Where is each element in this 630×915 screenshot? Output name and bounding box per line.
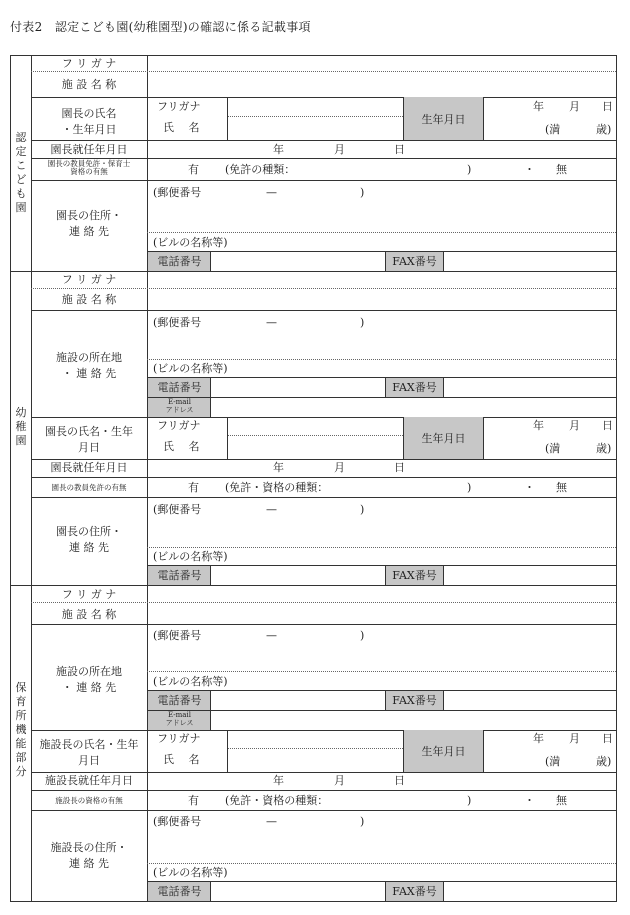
email-label-a: E-mail xyxy=(168,398,191,406)
furigana-field[interactable] xyxy=(148,56,616,71)
separator-dot: ・ xyxy=(524,794,535,807)
license-type-label: (免許・資格の種類： xyxy=(225,481,329,494)
postal-label: (郵便番号 xyxy=(153,316,202,329)
building-label: (ビルの名称等) xyxy=(153,866,228,879)
section-label-hoiku: 保 育 所 機 能 部 分 xyxy=(15,681,27,778)
email-label-a: E-mail xyxy=(168,711,191,719)
year-label: 年 xyxy=(273,774,284,787)
person-name-label: 氏 名 xyxy=(163,440,200,453)
phone-label: 電話番号 xyxy=(157,381,202,394)
fax-label: FAX番号 xyxy=(392,885,437,898)
email-field[interactable] xyxy=(212,711,616,730)
building-label: (ビルの名称等) xyxy=(153,550,228,563)
separator-dot: ・ xyxy=(524,163,535,176)
postal-label: (郵便番号 xyxy=(153,503,202,516)
facility-name-field[interactable] xyxy=(148,603,616,624)
address-field[interactable] xyxy=(148,202,616,230)
age-open-label: (満 xyxy=(545,123,561,136)
phone-label: 電話番号 xyxy=(157,569,202,582)
email-label-b: アドレス xyxy=(165,719,194,727)
phone-label: 電話番号 xyxy=(157,694,202,707)
age-close-label: 歳) xyxy=(596,123,612,136)
address-label-a: 施設長の住所・ xyxy=(50,841,128,854)
row-divider xyxy=(147,232,616,233)
year-label: 年 xyxy=(533,100,544,113)
furigana-field[interactable] xyxy=(148,272,616,287)
facility-name-label: 施 設 名 称 xyxy=(61,608,117,621)
appointment-date-label: 園長就任年月日 xyxy=(50,143,128,156)
row-divider xyxy=(31,459,616,460)
principal-name-label: 園長の氏名 xyxy=(61,107,117,120)
fax-field[interactable] xyxy=(445,882,616,901)
address-label-b: 連 絡 先 xyxy=(69,225,109,238)
fax-field[interactable] xyxy=(445,566,616,585)
confirmation-form xyxy=(10,55,617,902)
phone-field[interactable] xyxy=(212,566,385,585)
location-field[interactable] xyxy=(148,332,616,358)
row-divider xyxy=(147,863,616,864)
qualification-label: 施設長の資格の有無 xyxy=(55,796,123,805)
facility-name-field[interactable] xyxy=(148,72,616,97)
phone-label: 電話番号 xyxy=(157,885,202,898)
none-option[interactable]: 無 xyxy=(556,794,567,807)
appointment-date-label: 園長就任年月日 xyxy=(50,461,128,474)
furigana-small-label: フリガナ xyxy=(157,100,201,113)
director-birth-label: 月日 xyxy=(78,754,100,767)
principal-furigana-field[interactable] xyxy=(229,418,403,434)
section-label-youchien: 幼 稚 園 xyxy=(15,406,27,447)
license-type-field[interactable] xyxy=(331,478,461,494)
section-label-nintei: 認 定 こ ど も 園 xyxy=(15,131,27,214)
license-type-label: (免許・資格の種類： xyxy=(225,794,329,807)
close-paren: ) xyxy=(360,815,365,828)
has-option[interactable]: 有 xyxy=(188,481,199,494)
fax-field[interactable] xyxy=(445,691,616,710)
day-label: 日 xyxy=(394,774,405,787)
birthdate-label: 生年月日 xyxy=(421,432,466,445)
day-label: 日 xyxy=(602,419,613,432)
row-divider xyxy=(31,497,616,498)
fax-field[interactable] xyxy=(445,378,616,397)
person-name-label: 氏 名 xyxy=(163,121,200,134)
director-furigana-field[interactable] xyxy=(229,731,403,747)
year-label: 年 xyxy=(273,143,284,156)
close-paren: ) xyxy=(360,186,365,199)
license-label-a: 園長の教員免許・保育士 xyxy=(47,159,131,168)
director-name-field[interactable] xyxy=(229,749,403,771)
building-label: (ビルの名称等) xyxy=(153,236,228,249)
none-option[interactable]: 無 xyxy=(556,163,567,176)
building-label: (ビルの名称等) xyxy=(153,675,228,688)
phone-field[interactable] xyxy=(212,691,385,710)
month-label: 月 xyxy=(334,461,345,474)
row-divider xyxy=(31,624,616,625)
postal-label: (郵便番号 xyxy=(153,186,202,199)
address-label-a: 園長の住所・ xyxy=(56,209,122,222)
furigana-small-label: フリガナ xyxy=(157,732,201,745)
row-divider xyxy=(147,671,616,672)
day-label: 日 xyxy=(394,461,405,474)
label-divider xyxy=(147,56,148,901)
address-label-a: 園長の住所・ xyxy=(56,525,122,538)
year-label: 年 xyxy=(533,419,544,432)
birthdate-label: 生年月日 xyxy=(421,745,466,758)
row-divider xyxy=(31,477,616,478)
fax-label: FAX番号 xyxy=(392,569,437,582)
has-option[interactable]: 有 xyxy=(188,794,199,807)
month-label: 月 xyxy=(569,419,580,432)
row-divider xyxy=(147,547,616,548)
close-paren: ) xyxy=(360,503,365,516)
close-paren: ) xyxy=(360,316,365,329)
principal-name-label: 園長の氏名・生年 xyxy=(45,425,133,438)
furigana-label: フ リ ガ ナ xyxy=(61,588,117,601)
birthdate-label: 生年月日 xyxy=(421,113,466,126)
row-divider xyxy=(31,810,616,811)
year-label: 年 xyxy=(273,461,284,474)
address-label-b: 連 絡 先 xyxy=(69,541,109,554)
location-field[interactable] xyxy=(148,645,616,670)
fax-field[interactable] xyxy=(445,252,616,271)
age-close-label: 歳) xyxy=(596,442,612,455)
row-divider xyxy=(31,772,616,773)
furigana-label: フ リ ガ ナ xyxy=(61,273,117,286)
day-label: 日 xyxy=(602,100,613,113)
phone-field[interactable] xyxy=(212,252,385,271)
person-name-label: 氏 名 xyxy=(163,753,200,766)
phone-field[interactable] xyxy=(212,378,385,397)
postal-label: (郵便番号 xyxy=(153,629,202,642)
facility-name-field[interactable] xyxy=(148,289,616,310)
phone-label: 電話番号 xyxy=(157,255,202,268)
close-paren: ) xyxy=(360,629,365,642)
day-label: 日 xyxy=(602,732,613,745)
location-label-a: 施設の所在地 xyxy=(56,665,122,678)
license-label-b: 資格の有無 xyxy=(70,167,108,176)
address-field[interactable] xyxy=(148,519,616,546)
address-field[interactable] xyxy=(148,831,616,862)
close-paren: ) xyxy=(467,481,472,494)
director-name-label: 施設長の氏名・生年 xyxy=(39,738,139,751)
building-label: (ビルの名称等) xyxy=(153,362,228,375)
postal-dash: — xyxy=(266,503,277,516)
page-title: 付表2 認定こども園(幼稚園型)の確認に係る記載事項 xyxy=(10,20,311,34)
separator-dot: ・ xyxy=(524,481,535,494)
month-label: 月 xyxy=(569,732,580,745)
phone-field[interactable] xyxy=(212,882,385,901)
none-option[interactable]: 無 xyxy=(556,481,567,494)
postal-dash: — xyxy=(266,316,277,329)
postal-dash: — xyxy=(266,815,277,828)
age-close-label: 歳) xyxy=(596,755,612,768)
furigana-field[interactable] xyxy=(148,586,616,601)
facility-name-label: 施 設 名 称 xyxy=(61,293,117,306)
principal-name-field[interactable] xyxy=(229,117,403,139)
address-label-b: 連 絡 先 xyxy=(69,857,109,870)
postal-dash: — xyxy=(266,186,277,199)
postal-dash: — xyxy=(266,629,277,642)
principal-birth-label: ・生年月日 xyxy=(61,123,117,136)
location-label-b: ・ 連 絡 先 xyxy=(61,681,117,694)
license-label: 園長の教員免許の有無 xyxy=(51,483,127,492)
has-option[interactable]: 有 xyxy=(188,163,199,176)
location-label-b: ・ 連 絡 先 xyxy=(61,367,117,380)
principal-furigana-field[interactable] xyxy=(229,98,403,115)
close-paren: ) xyxy=(467,163,472,176)
principal-birth-label: 月日 xyxy=(78,441,100,454)
month-label: 月 xyxy=(569,100,580,113)
principal-name-field[interactable] xyxy=(229,436,403,458)
license-type-field[interactable] xyxy=(331,791,461,807)
fax-label: FAX番号 xyxy=(392,255,437,268)
age-open-label: (満 xyxy=(545,442,561,455)
director-appointment-label: 施設長就任年月日 xyxy=(45,774,133,787)
row-divider xyxy=(31,790,616,791)
location-label-a: 施設の所在地 xyxy=(56,351,122,364)
year-label: 年 xyxy=(533,732,544,745)
fax-label: FAX番号 xyxy=(392,381,437,394)
license-type-field[interactable] xyxy=(301,160,461,176)
month-label: 月 xyxy=(334,143,345,156)
close-paren: ) xyxy=(467,794,472,807)
row-divider xyxy=(31,140,616,141)
row-divider xyxy=(31,180,616,181)
postal-label: (郵便番号 xyxy=(153,815,202,828)
row-divider xyxy=(147,359,616,360)
license-type-label: (免許の種類： xyxy=(225,163,296,176)
fax-label: FAX番号 xyxy=(392,694,437,707)
email-label-b: アドレス xyxy=(165,406,194,414)
row-divider xyxy=(31,310,616,311)
day-label: 日 xyxy=(394,143,405,156)
furigana-label: フ リ ガ ナ xyxy=(61,57,117,70)
month-label: 月 xyxy=(334,774,345,787)
age-open-label: (満 xyxy=(545,755,561,768)
facility-name-label: 施 設 名 称 xyxy=(61,78,117,91)
email-field[interactable] xyxy=(212,398,616,417)
furigana-small-label: フリガナ xyxy=(157,419,201,432)
